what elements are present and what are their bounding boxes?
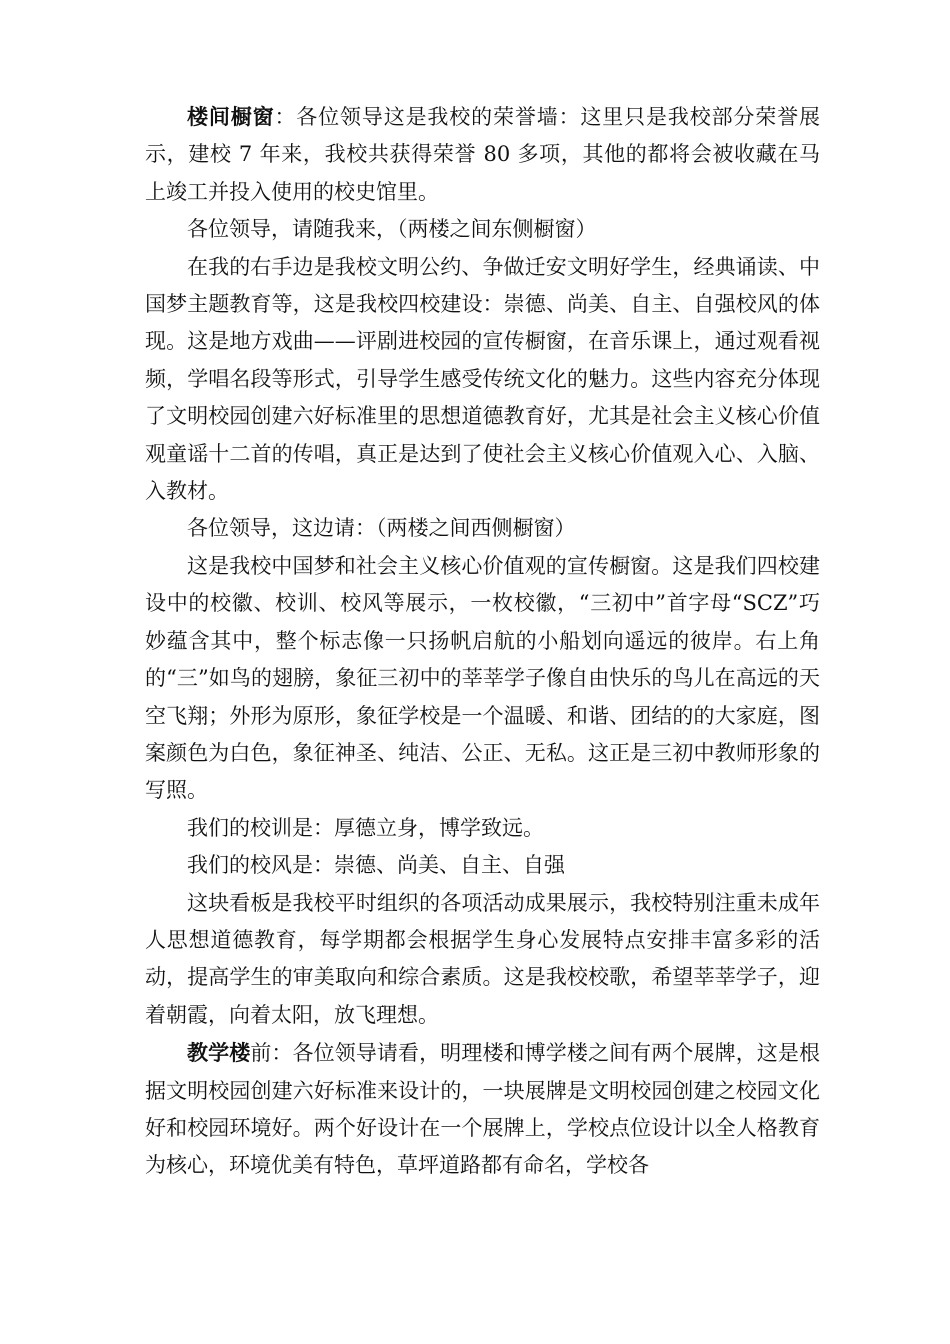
paragraph-text: 前：各位领导请看，明理楼和博学楼之间有两个展牌，这是根据文明校园创建六好标准来设计的，一块展牌是文明校园创建之校园文化好和校园环境好。两个好设计在一个展牌上，学校点位设计以全人格教育为核心，环境优美有特色，草坪道路都有命名，学校各 xyxy=(145,1041,820,1178)
section-heading-window: 楼间橱窗 xyxy=(187,104,275,129)
paragraph-text: 各位领导，请随我来，（两楼之间东侧橱窗） xyxy=(187,217,597,242)
paragraph-text: 我们的校风是：崇德、尚美、自主、自强 xyxy=(187,853,565,878)
paragraph-text: 各位领导，这边请：（两楼之间西侧橱窗） xyxy=(187,516,576,541)
paragraph-text: ：各位领导这是我校的荣誉墙：这里只是我校部分荣誉展示，建校 7 年来，我校共获得荣誉 80 多项，其他的都将会被收藏在马上竣工并投入使用的校史馆里。 xyxy=(145,105,821,204)
paragraph-west-window-intro xyxy=(145,510,820,547)
paragraph-teaching-building xyxy=(145,1034,820,1185)
paragraph-text: 我们的校训是：厚德立身，博学致远。 xyxy=(187,815,544,840)
paragraph-activity-board xyxy=(145,885,820,1035)
paragraph-school-motto xyxy=(145,810,820,847)
paragraph-west-window-content xyxy=(145,548,820,810)
paragraph-text: 在我的右手边是我校文明公约、争做迁安文明好学生，经典诵读、中国梦主题教育等，这是我校四校建设：崇德、尚美、自主、自强校风的体现。这是地方戏曲——评剧进校园的宣传橱窗，在音乐课上，通过观看视频，学唱名段等形式，引导学生感受传统文化的魅力。这些内容充分体现了文明校园创建六好标准里的思想道德教育好，尤其是社会主义核心价值观童谣十二首的传唱，真正是达到了使社会主义核心价值观入心、入脑、入教材。 xyxy=(145,254,820,504)
section-heading-teaching-building: 教学楼 xyxy=(187,1040,251,1066)
paragraph-window-honor-wall xyxy=(145,98,820,211)
document-page xyxy=(145,98,820,1185)
paragraph-text: 这块看板是我校平时组织的各项活动成果展示，我校特别注重未成年人思想道德教育，每学期都会根据学生身心发展特点安排丰富多彩的活动，提高学生的审美取向和综合素质。这是我校校歌，希望莘莘学子，迎着朝霞，向着太阳，放飞理想。 xyxy=(145,890,820,1027)
paragraph-east-window-intro xyxy=(145,211,820,248)
paragraph-school-spirit xyxy=(145,847,820,884)
paragraph-text: 这是我校中国梦和社会主义核心价值观的宣传橱窗。这是我们四校建设中的校徽、校训、校风等展示，一枚校徽，“三初中”首字母“SCZ”巧妙蕴含其中，整个标志像一只扬帆启航的小船划向遥远的彼岸。右上角的“三”如鸟的翅膀，象征三初中的莘莘学子像自由快乐的鸟儿在高远的天空飞翔；外形为原形，象征学校是一个温暖、和谐、团结的的大家庭，图案颜色为白色，象征神圣、纯洁、公正、无私。这正是三初中教师形象的写照。 xyxy=(145,553,820,803)
paragraph-east-window-content xyxy=(145,249,820,511)
